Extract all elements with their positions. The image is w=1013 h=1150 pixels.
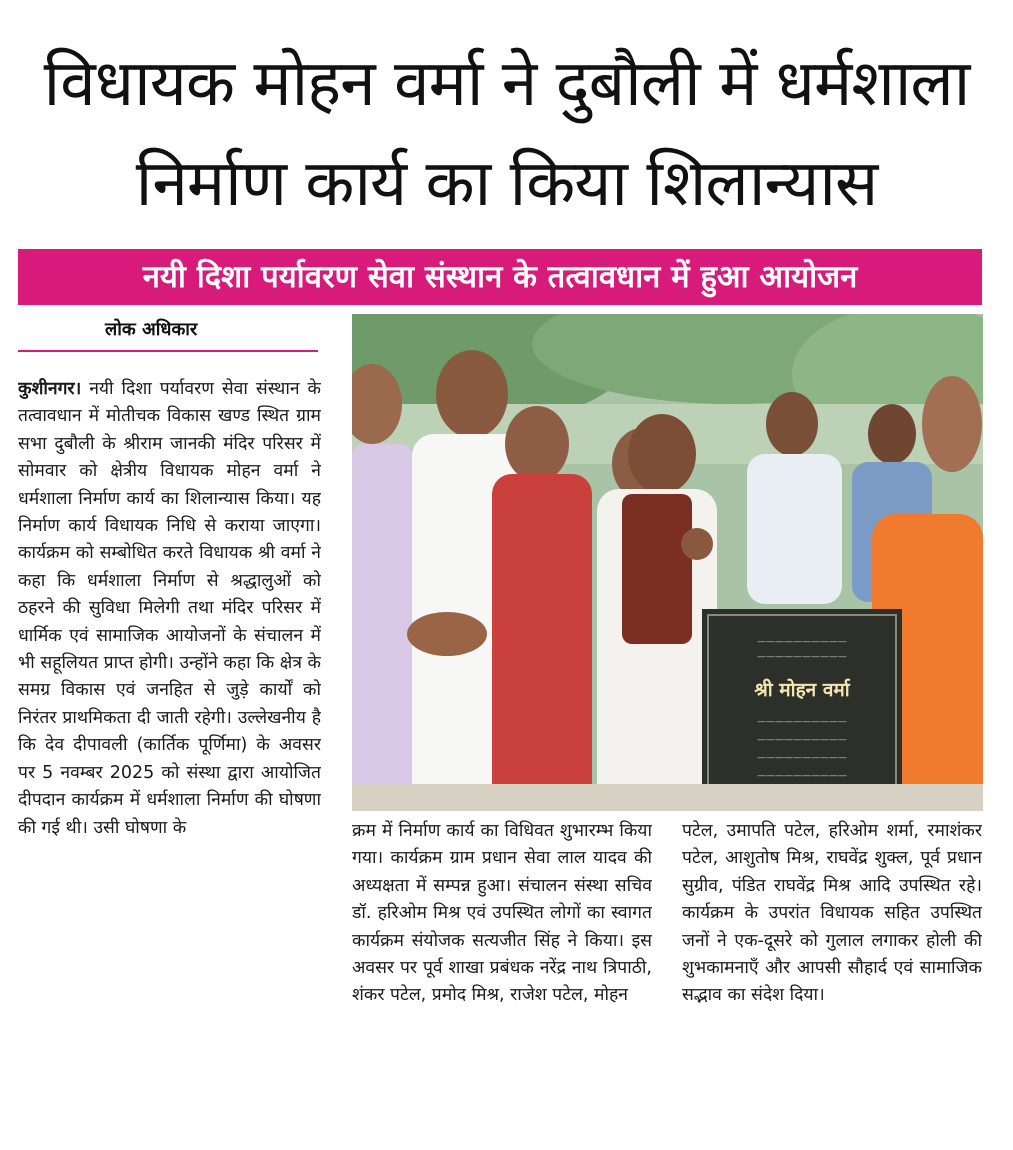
headline-line-1: विधायक मोहन वर्मा ने दुबौली में धर्मशाला bbox=[43, 47, 970, 121]
article-column-2: क्रम में निर्माण कार्य का विधिवत शुभारम्भ किया गया। कार्यक्रम ग्राम प्रधान सेवा लाल यादव की अध्यक्षता में सम्पन्न हुआ। संचालन संस्था सचिव डॉ. हरिओम मिश्र एवं उपस्थित लोगों का स्वागत कार्यक्रम संयोजक सत्यजीत सिंह ने किया। इस अवसर पर पूर्व शाखा प्रबंधक नरेंद्र नाथ त्रिपाठी, शंकर पटेल, प्रमोद मिश्र, राजेश पटेल, मोहन bbox=[352, 821, 652, 1006]
svg-text:——————————: —————————— bbox=[757, 771, 847, 781]
byline-rule bbox=[18, 350, 318, 352]
plaque-name: श्री मोहन वर्मा bbox=[754, 679, 850, 701]
event-photo-illustration bbox=[352, 314, 983, 811]
subheadline-banner: नयी दिशा पर्यावरण सेवा संस्थान के तत्वावधान में हुआ आयोजन bbox=[18, 249, 982, 305]
svg-text:——————————: —————————— bbox=[757, 637, 847, 647]
article-column-3: पटेल, उमापति पटेल, हरिओम शर्मा, रमाशंकर पटेल, आशुतोष मिश्र, राघवेंद्र शुक्ल, पूर्व प्रधान सुग्रीव, पंडित राघवेंद्र मिश्र आदि उपस्थित रहे। कार्यक्रम के उपरांत विधायक सहित उपस्थित जनों ने एक-दूसरे को गुलाल लगाकर होली की शुभकामनाएँ और आपसी सौहार्द एवं सामाजिक सद्भाव का संदेश दिया। bbox=[682, 821, 982, 1006]
byline: लोक अधिकार bbox=[105, 319, 198, 340]
article-column-1 bbox=[18, 376, 321, 1131]
event-photo bbox=[352, 314, 983, 811]
svg-text:——————————: —————————— bbox=[757, 652, 847, 662]
svg-text:——————————: —————————— bbox=[757, 753, 847, 763]
article-column-1-text: नयी दिशा पर्यावरण सेवा संस्थान के तत्वावधान में मोतीचक विकास खण्ड स्थित ग्राम सभा दुबौली के श्रीराम जानकी मंदिर परिसर में सोमवार को क्षेत्रीय विधायक मोहन वर्मा ने धर्मशाला निर्माण कार्य का शिलान्यास किया। यह निर्माण कार्य विधायक निधि से कराया जाएगा। कार्यक्रम को सम्बोधित करते विधायक श्री वर्मा ने कहा कि धर्मशाला निर्माण से श्रद्धालुओं को ठहरने की सुविधा मिलेगी तथा मंदिर परिसर में धार्मिक एवं सामाजिक आयोजनों के संचालन में भी सहूलियत प्राप्त होगी। उन्होंने कहा कि क्षेत्र के समग्र विकास एवं जनहित से जुड़े कार्यों को निरंतर प्राथमिकता दी जाती रहेगी। उल्लेखनीय है कि देव दीपावली (कार्तिक पूर्णिमा) के अवसर पर 5 नवम्बर 2025 को संस्था द्वारा आयोजित दीपदान कार्यक्रम में धर्मशाला निर्माण की घोषणा की गई थी। उसी घोषणा के bbox=[18, 379, 321, 838]
svg-text:——————————: —————————— bbox=[757, 717, 847, 727]
dateline: कुशीनगर। bbox=[18, 379, 82, 399]
svg-text:——————————: —————————— bbox=[757, 735, 847, 745]
headline-line-2: निर्माण कार्य का किया शिलान्यास bbox=[135, 147, 878, 221]
